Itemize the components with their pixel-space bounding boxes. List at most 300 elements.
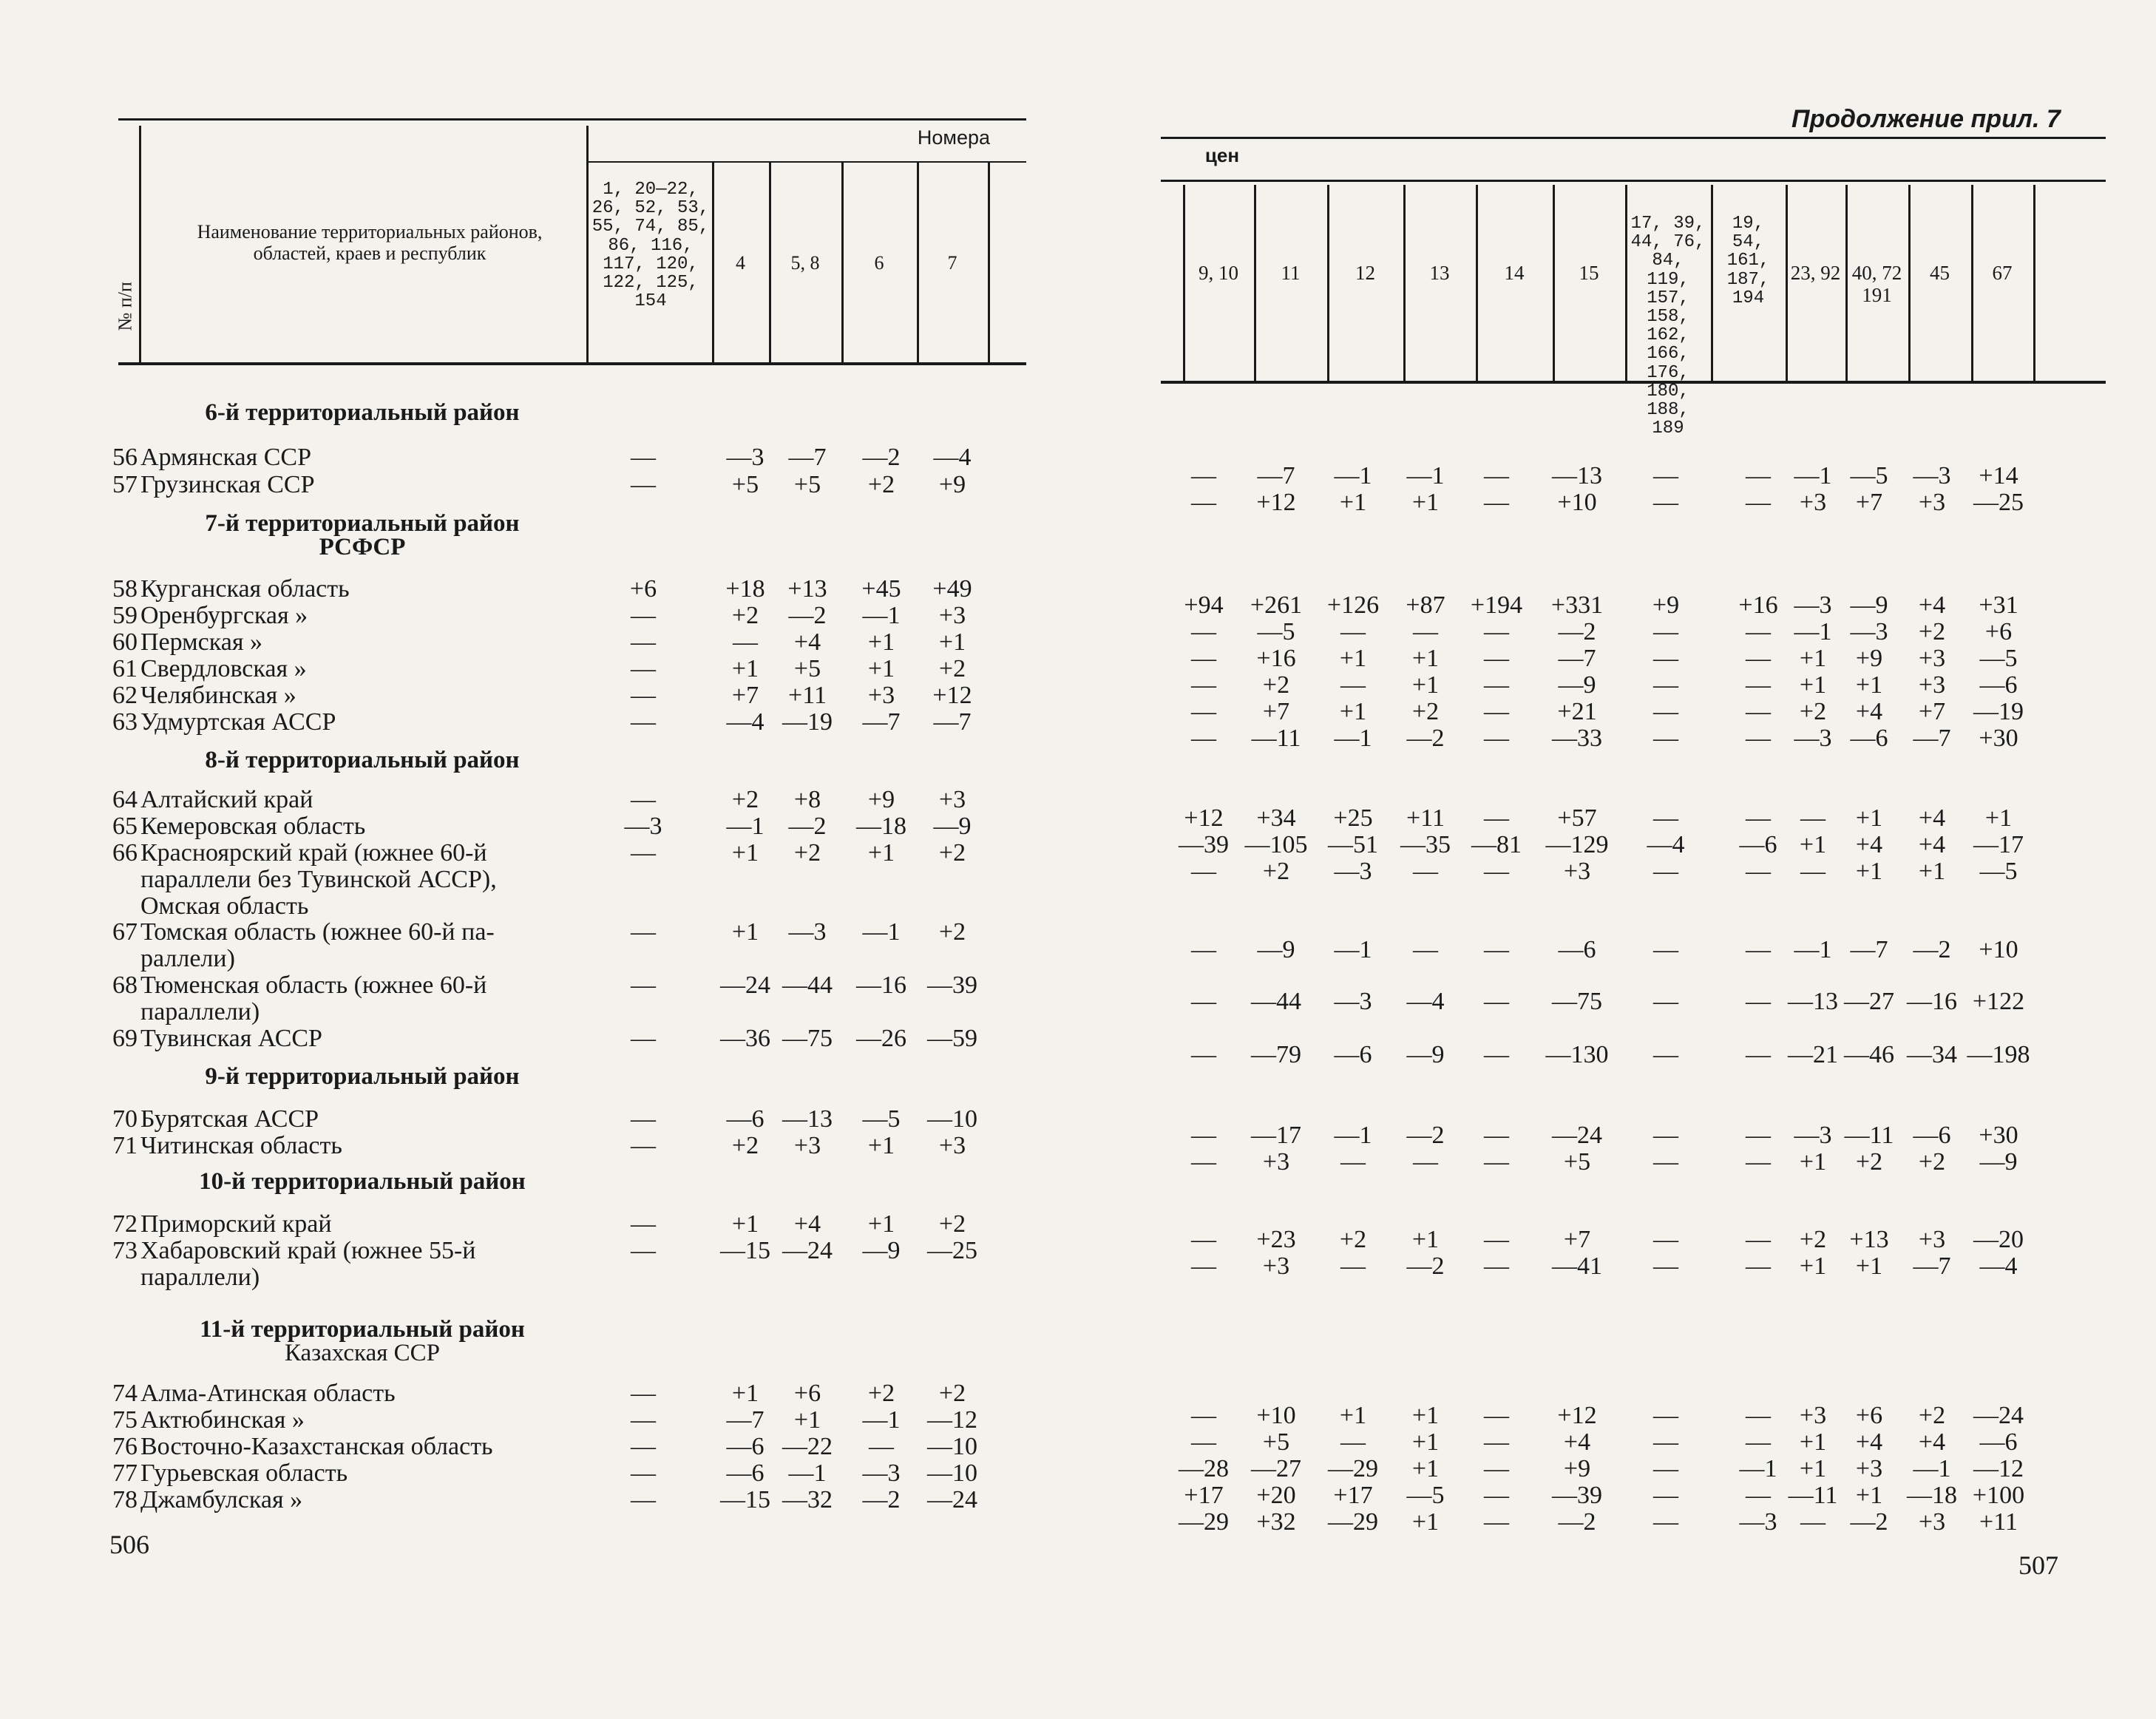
right-row-value: — [1484,936,1509,963]
right-row-value: +1 [1339,1402,1367,1429]
right-row-value: +2 [1918,618,1946,645]
right-row-value: — [1413,618,1438,645]
row-value: —22 [782,1433,833,1460]
row-value: +1 [867,655,895,682]
right-row-value: +2 [1855,1148,1883,1176]
right-row-value: +7 [1563,1226,1591,1253]
right-row-value: —19 [1973,698,2024,725]
right-row-value: — [1746,1226,1771,1253]
row-value: +1 [731,839,759,867]
col-divider [1908,185,1911,381]
row-value: — [631,839,656,867]
col-divider [1183,185,1185,381]
right-row-value: —24 [1973,1402,2024,1429]
right-row-value: — [1484,1508,1509,1536]
right-row-value: +1 [1411,489,1440,516]
row-value: +3 [938,602,966,629]
col-header-5-8: 5, 8 [790,252,820,274]
right-row-value: — [1191,858,1216,885]
row-value: +2 [867,1380,895,1407]
table-row [0,786,1078,813]
name-column-header: Наименование территориальных районов, областей, краев и республик [197,221,543,264]
right-row-value: +4 [1855,831,1883,858]
right-row-value: — [1191,1148,1216,1176]
row-value: —1 [862,602,901,629]
right-row-value: — [1653,645,1678,672]
row-value: — [631,786,656,813]
row-value: +1 [731,918,759,946]
right-row-value: +3 [1262,1252,1290,1280]
right-row-value: — [1746,1402,1771,1429]
right-row-value: +3 [1855,1455,1883,1482]
right-row-value: — [1484,1041,1509,1068]
row-value: +2 [938,655,966,682]
row-value: —7 [862,708,901,736]
table-row [0,839,1078,920]
right-table-row [1078,725,2156,751]
right-row-value: —2 [1850,1508,1888,1536]
right-row-value: +1 [1799,1455,1827,1482]
right-row-value: —2 [1406,1252,1445,1280]
row-value: —6 [726,1433,765,1460]
right-row-value: —3 [1334,988,1372,1015]
right-row-value: +21 [1557,698,1597,725]
row-value: +45 [861,575,901,603]
row-value: —2 [788,602,827,629]
table-row [0,1433,1078,1459]
right-table-row [1078,1428,2156,1455]
right-row-value: —5 [1850,462,1888,489]
right-row-value: +2 [1918,1148,1946,1176]
right-row-value: +1 [1411,1402,1440,1429]
row-value: +1 [867,1132,895,1159]
table-row [0,602,1078,628]
row-value: +2 [867,471,895,498]
row-number: 64 [112,786,138,813]
row-value: — [631,655,656,682]
right-row-value: +7 [1855,489,1883,516]
right-row-value: — [1746,1428,1771,1456]
right-row-value: —1 [1794,936,1832,963]
row-number: 68 [112,972,138,999]
right-row-value: +4 [1918,591,1946,619]
right-row-value: —51 [1328,831,1378,858]
right-row-value: —17 [1251,1122,1301,1149]
right-row-value: — [1340,671,1366,699]
row-number: 71 [112,1132,138,1159]
row-value: +5 [793,655,821,682]
right-table-row [1078,804,2156,831]
right-row-value: +5 [1563,1148,1591,1176]
right-row-value: +10 [1256,1402,1296,1429]
right-table-row [1078,1402,2156,1428]
right-col-header: 15 [1579,262,1599,284]
section-heading: 6-й территориальный район [205,399,520,426]
row-number: 65 [112,813,138,840]
row-value: —10 [927,1433,977,1460]
right-row-value: — [1484,1122,1509,1149]
row-value: —2 [862,1486,901,1513]
group-header-nomera: Номера [917,126,991,149]
right-row-value: — [1484,1402,1509,1429]
row-value: — [631,1210,656,1238]
row-name: Красноярский край (южнее 60-й [140,839,487,867]
row-value: +2 [731,602,759,629]
right-table-row [1078,988,2156,1014]
right-top-rule [1161,137,2106,139]
right-row-value: — [1413,1148,1438,1176]
right-row-value: — [1746,698,1771,725]
row-number: 75 [112,1406,138,1434]
row-value: —1 [862,1406,901,1434]
right-row-value: +25 [1333,804,1373,832]
right-row-value: — [1340,618,1366,645]
row-name: Удмуртская АССР [140,708,336,736]
row-value: — [733,628,758,656]
right-row-value: +10 [1557,489,1597,516]
right-row-value: — [1484,1226,1509,1253]
right-row-value: +2 [1799,1226,1827,1253]
right-row-value: — [1340,1252,1366,1280]
right-row-value: — [1191,1252,1216,1280]
right-row-value: +10 [1979,936,2018,963]
table-row [0,918,1078,972]
right-table-row [1078,1226,2156,1252]
table-row [0,708,1078,735]
group-header-tsen: цен [1204,144,1240,166]
row-name-continued: параллели) [140,1264,260,1291]
right-row-value: —4 [1979,1252,2018,1280]
right-row-value: — [1800,1508,1826,1536]
right-row-value: +7 [1918,698,1946,725]
col-divider [1254,185,1256,381]
right-row-value: +94 [1184,591,1224,619]
right-row-value: — [1191,936,1216,963]
right-row-value: —2 [1558,618,1596,645]
right-row-value: — [1484,804,1509,832]
right-row-value: — [1800,804,1826,832]
right-row-value: — [1746,858,1771,885]
table-row [0,972,1078,1025]
row-value: +1 [731,1210,759,1238]
row-value: —24 [782,1237,833,1264]
right-row-value: — [1191,618,1216,645]
row-name-continued: Омская область [140,892,309,920]
right-row-value: —39 [1179,831,1229,858]
right-row-value: — [1746,489,1771,516]
row-value: —3 [726,444,765,471]
row-value: —75 [782,1025,833,1052]
row-value: +6 [629,575,657,603]
row-value: +1 [731,1380,759,1407]
right-col-header: 13 [1429,262,1450,284]
right-col-header: 9, 10 [1199,262,1238,284]
table-row [0,575,1078,602]
right-row-value: +3 [1262,1148,1290,1176]
row-value: —9 [862,1237,901,1264]
row-number: 60 [112,628,138,656]
right-row-value: +6 [1984,618,2013,645]
row-value: — [631,708,656,736]
right-row-value: +1 [1855,1482,1883,1509]
section-heading: 8-й территориальный район [205,747,520,773]
right-row-value: —5 [1979,858,2018,885]
row-name: Приморский край [140,1210,332,1238]
right-row-value: — [1746,725,1771,752]
right-row-value: —27 [1251,1455,1301,1482]
row-value: —12 [927,1406,977,1434]
right-row-value: +1 [1799,1148,1827,1176]
right-row-value: —18 [1907,1482,1957,1509]
right-row-value: —4 [1406,988,1445,1015]
right-row-value: —17 [1973,831,2024,858]
right-row-value: — [1484,1428,1509,1456]
row-number: 58 [112,575,138,603]
row-value: +1 [867,1210,895,1238]
row-value: +2 [938,1210,966,1238]
row-name: Гурьевская область [140,1459,348,1487]
row-name-continued: раллели) [140,945,235,972]
right-row-value: — [1484,858,1509,885]
right-row-value: — [1191,1402,1216,1429]
right-table-row [1078,1455,2156,1482]
right-row-value: — [1746,618,1771,645]
row-value: —16 [856,972,906,999]
right-row-value: +1 [1411,1428,1440,1456]
row-number: 61 [112,655,138,682]
right-row-value: —5 [1257,618,1295,645]
right-row-value: —9 [1257,936,1295,963]
right-row-value: —1 [1794,618,1832,645]
right-row-value: — [1484,618,1509,645]
right-row-value: — [1653,988,1678,1015]
right-row-value: +3 [1918,1226,1946,1253]
right-row-value: —25 [1973,489,2024,516]
right-row-value: — [1191,698,1216,725]
right-table-row [1078,462,2156,489]
right-group-rule [1161,180,2106,182]
right-row-value: +1 [1799,831,1827,858]
right-row-value: —6 [1979,1428,2018,1456]
row-name: Курганская область [140,575,350,603]
table-row [0,444,1078,470]
row-value: —24 [720,972,770,999]
row-value: — [631,444,656,471]
right-row-value: +57 [1557,804,1597,832]
row-value: +8 [793,786,821,813]
right-row-value: — [1746,936,1771,963]
col-divider [1971,185,1973,381]
right-row-value: —129 [1545,831,1609,858]
right-row-value: +16 [1256,645,1296,672]
right-row-value: +2 [1339,1226,1367,1253]
right-row-value: +3 [1918,645,1946,672]
right-row-value: — [1653,1455,1678,1482]
right-row-value: — [1484,1455,1509,1482]
table-row [0,1025,1078,1051]
right-row-value: +4 [1855,698,1883,725]
right-row-value: — [1653,936,1678,963]
right-row-value: — [1653,1402,1678,1429]
right-row-value: —6 [1850,725,1888,752]
right-row-value: — [1191,645,1216,672]
row-value: +12 [932,682,972,709]
right-row-value: +1 [1411,1508,1440,1536]
row-name-continued: параллели без Тувинской АССР), [140,866,497,893]
row-value: —7 [933,708,972,736]
right-row-value: +1 [1984,804,2013,832]
row-value: —36 [720,1025,770,1052]
row-value: +49 [932,575,972,603]
row-value: +9 [938,471,966,498]
right-row-value: +11 [1979,1508,2018,1536]
row-value: — [631,1237,656,1264]
right-row-value: +17 [1333,1482,1373,1509]
right-row-value: —11 [1788,1482,1838,1509]
table-row [0,1459,1078,1486]
row-value: —1 [788,1459,827,1487]
row-value: —13 [782,1105,833,1133]
section-heading: 10-й территориальный район [199,1168,526,1195]
row-name: Читинская область [140,1132,342,1159]
right-row-value: — [1800,858,1826,885]
right-row-value: —21 [1788,1041,1838,1068]
right-row-value: +20 [1256,1482,1296,1509]
right-row-value: — [1484,698,1509,725]
right-row-value: — [1653,1226,1678,1253]
right-row-value: +9 [1563,1455,1591,1482]
right-table-row [1078,591,2156,618]
row-name: Актюбинская » [140,1406,305,1434]
row-value: +2 [938,1380,966,1407]
row-number: 72 [112,1210,138,1238]
right-row-value: +261 [1250,591,1303,619]
right-row-value: +122 [1972,988,2025,1015]
row-value: —6 [726,1105,765,1133]
table-row [0,628,1078,655]
col-divider [1403,185,1406,381]
row-value: +3 [938,786,966,813]
row-value: —18 [856,813,906,840]
right-row-value: +6 [1855,1402,1883,1429]
right-col-header: 67 [1992,262,2013,284]
row-value: — [631,918,656,946]
row-value: —15 [720,1237,770,1264]
right-table-row [1078,1482,2156,1508]
right-row-value: —81 [1471,831,1522,858]
right-row-value: +1 [1799,1252,1827,1280]
row-name: Томская область (южнее 60-й па- [140,918,495,946]
col-divider [586,126,589,362]
right-row-value: —29 [1328,1508,1378,1536]
table-row [0,813,1078,839]
right-row-value: +3 [1918,489,1946,516]
right-row-value: — [1191,725,1216,752]
col-header-7: 7 [947,252,957,274]
row-value: —5 [862,1105,901,1133]
right-col-header: 17, 39, 44, 76, 84, 119, 157, 158, 162, 166, 176, 180, 188, 189 [1630,214,1706,439]
right-row-value: —130 [1545,1041,1609,1068]
row-name: Бурятская АССР [140,1105,319,1133]
row-name: Восточно-Казахстанская область [140,1433,493,1460]
right-row-value: — [1653,1428,1678,1456]
right-row-value: —7 [1558,645,1596,672]
section-heading: 9-й территориальный район [205,1063,520,1090]
right-row-value: +1 [1411,1455,1440,1482]
right-row-value: +11 [1406,804,1445,832]
row-value: —2 [862,444,901,471]
right-row-value: — [1653,1482,1678,1509]
right-row-value: +2 [1411,698,1440,725]
table-row [0,1132,1078,1159]
right-row-value: —3 [1794,1122,1832,1149]
right-row-value: — [1191,489,1216,516]
right-row-value: —41 [1552,1252,1602,1280]
row-value: —3 [862,1459,901,1487]
header-top-rule [118,118,1026,121]
right-row-value: +3 [1799,1402,1827,1429]
right-table-row [1078,1148,2156,1175]
row-name: Алма-Атинская область [140,1380,396,1407]
right-row-value: +4 [1918,831,1946,858]
right-table-row [1078,489,2156,515]
right-table-row [1078,698,2156,725]
row-value: +1 [938,628,966,656]
row-value: —7 [726,1406,765,1434]
right-row-value: — [1191,1226,1216,1253]
row-number: 67 [112,918,138,946]
col-divider [2033,185,2035,381]
right-row-value: —20 [1973,1226,2024,1253]
right-row-value: +1 [1799,645,1827,672]
right-row-value: —44 [1251,988,1301,1015]
row-name: Пермская » [140,628,262,656]
right-row-value: +12 [1557,1402,1597,1429]
right-row-value: —2 [1913,936,1951,963]
right-row-value: — [1746,988,1771,1015]
table-row [0,1406,1078,1433]
right-row-value: —1 [1794,462,1832,489]
row-value: —32 [782,1486,833,1513]
row-value: +2 [938,839,966,867]
row-name: Армянская ССР [140,444,311,471]
row-value: +9 [867,786,895,813]
right-row-value: +1 [1411,671,1440,699]
right-row-value: +1 [1411,1226,1440,1253]
row-name: Оренбургская » [140,602,308,629]
right-row-value: — [1746,1482,1771,1509]
page-number-right: 507 [2018,1550,2058,1580]
right-row-value: —39 [1552,1482,1602,1509]
right-row-value: —2 [1406,1122,1445,1149]
row-value: +13 [787,575,827,603]
right-row-value: —13 [1552,462,1602,489]
row-value: —26 [856,1025,906,1052]
right-row-value: +13 [1849,1226,1889,1253]
row-number: 69 [112,1025,138,1052]
right-row-value: —1 [1334,462,1372,489]
right-row-value: +1 [1411,645,1440,672]
right-table-row [1078,936,2156,963]
right-table-row [1078,618,2156,645]
row-value: —2 [788,813,827,840]
col-divider [139,126,141,362]
right-row-value: —35 [1400,831,1451,858]
col-divider [1476,185,1478,381]
row-value: —39 [927,972,977,999]
right-row-value: +4 [1918,1428,1946,1456]
right-row-value: +100 [1972,1482,2025,1509]
